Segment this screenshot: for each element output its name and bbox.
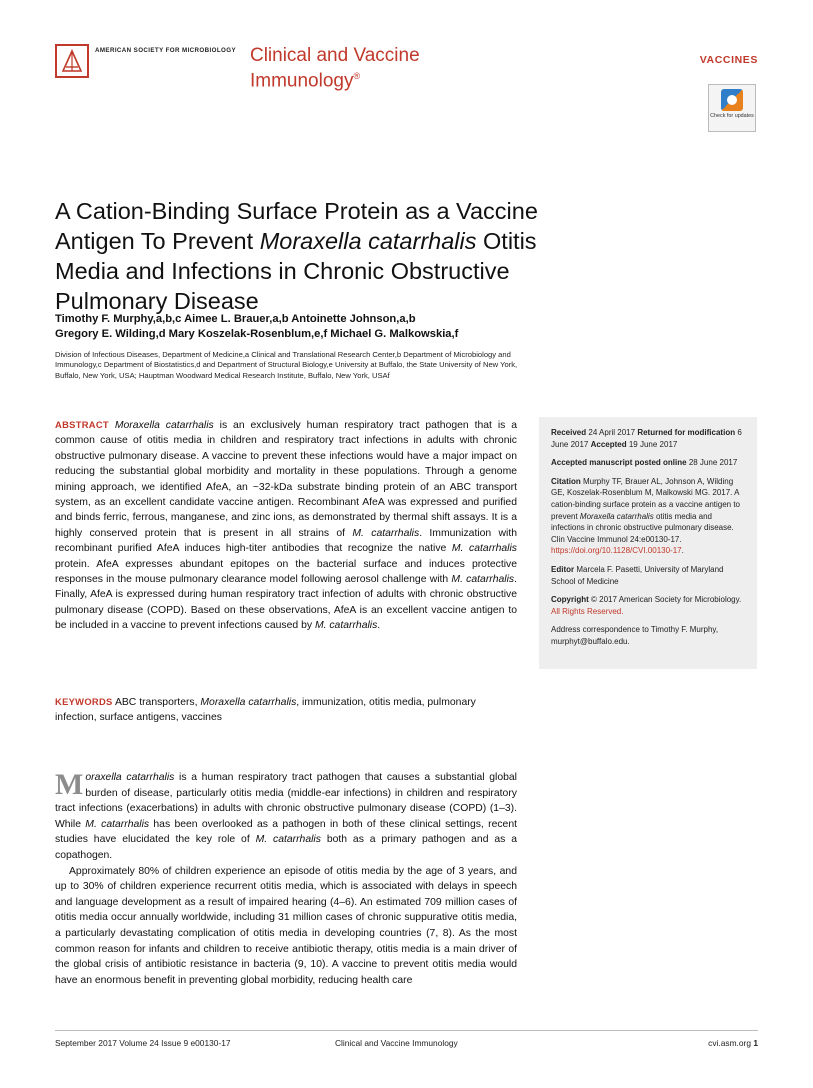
accepted-label: Accepted bbox=[590, 439, 627, 449]
abstract-text bbox=[55, 420, 517, 631]
citation-block bbox=[551, 476, 745, 557]
citation-italic: Moraxella catarrhalis bbox=[579, 511, 654, 521]
journal-title-line1: Clinical and Vaccine bbox=[249, 45, 420, 66]
author-list bbox=[55, 312, 575, 342]
journal-registered-mark: ® bbox=[353, 71, 361, 81]
text-segment-2: M. catarrhalis bbox=[85, 818, 150, 830]
footer-journal-name: Clinical and Vaccine Immunology bbox=[335, 1038, 458, 1048]
text-segment-6: M. catarrhalis bbox=[451, 574, 515, 586]
title-part2: Otitis Media and Infections in Chronic Obstructive Pulmonary Disease bbox=[55, 227, 537, 314]
body-paragraph-1 bbox=[55, 770, 517, 864]
citation-doi-link[interactable]: https://doi.org/10.1128/CVI.00130-17 bbox=[551, 546, 682, 556]
text-segment-5: protein. AfeA expresses abundant epitopes on the bacterial surface and induces protective responses in the mouse pulmonary clearance model following aerosol challenge with bbox=[55, 558, 517, 586]
authors-line-1: Timothy F. Murphy,a,b,c Aimee L. Brauer,a,b Antoinette Johnson,a,b bbox=[55, 313, 416, 325]
publisher-logo bbox=[55, 44, 420, 91]
crossmark-badge[interactable] bbox=[708, 84, 756, 132]
article-body bbox=[55, 770, 517, 988]
editor-block bbox=[551, 564, 745, 587]
copyright-label: Copyright bbox=[551, 595, 589, 605]
page-footer bbox=[55, 1030, 758, 1052]
rights-link[interactable]: All Rights Reserved. bbox=[551, 606, 624, 616]
correspondence-block: Address correspondence to Timothy F. Murphy, murphyt@buffalo.edu. bbox=[551, 625, 719, 646]
footer-website[interactable]: cvi.asm.org bbox=[708, 1038, 751, 1048]
crossmark-label: Check for updates bbox=[710, 113, 754, 119]
page-title bbox=[55, 196, 575, 316]
crossmark-icon bbox=[721, 89, 743, 111]
asm-logo-icon bbox=[55, 44, 89, 78]
keywords-before: ABC transporters, bbox=[112, 697, 201, 708]
footer-issue-info: September 2017 Volume 24 Issue 9 e00130-17 bbox=[55, 1038, 231, 1048]
abstract-label: ABSTRACT bbox=[55, 419, 109, 430]
keywords-italic: Moraxella catarrhalis bbox=[200, 697, 297, 708]
keywords-section bbox=[55, 694, 517, 726]
posted-label: Accepted manuscript posted online bbox=[551, 458, 687, 468]
footer-page-number: 1 bbox=[753, 1038, 758, 1048]
text-segment-0: oraxella catarrhalis bbox=[85, 772, 175, 783]
citation-label: Citation bbox=[551, 476, 581, 486]
keywords-label: KEYWORDS bbox=[55, 696, 113, 707]
editor-value: Marcela F. Pasetti, University of Maryland School of Medicine bbox=[551, 564, 724, 586]
posted-value: 28 June 2017 bbox=[688, 458, 738, 468]
text-segment-0: Moraxella catarrhalis bbox=[114, 420, 214, 431]
posted-online-block bbox=[551, 457, 745, 469]
text-segment-3: . Immunization with recombinant purified AfeA induces high-titer antibodies that recognize the native bbox=[55, 527, 517, 555]
page-header bbox=[55, 44, 758, 119]
text-segment-4: M. catarrhalis bbox=[255, 834, 321, 846]
accepted-value: 19 June 2017 bbox=[628, 439, 678, 449]
received-label: Received bbox=[551, 428, 587, 437]
drop-cap: M bbox=[55, 768, 84, 801]
text-segment-1: is a human respiratory tract pathogen that causes a substantial global burden of disease, particularly otitis media (middle-ear infections) in children and respiratory tract infections (exacerbations) in adults with chronic obstructive pulmonary disease (COPD) (1–3). While bbox=[55, 772, 517, 830]
text-segment-3: has been overlooked as a pathogen in both of these clinical settings, recent studies have elucidated the key role of bbox=[55, 818, 517, 846]
text-segment-5: both as a primary pathogen and as a copathogen. bbox=[55, 834, 518, 861]
returned-value: 6 June 2017 bbox=[551, 428, 742, 449]
text-segment-1: is an exclusively human respiratory tract pathogen that is a common cause of otitis media in children and respiratory tract infections in adults with chronic obstructive pulmonary disease. A vaccine to prevent these infections would have a major impact on reducing the substantial global morbidity and mortality in these populations. Through a genome mining approach, we identified AfeA, an ~32-kDa substrate binding protein of an ABC transport system, as an excellent candidate vaccine antigen. Recombinant AfeA was expressed and purified and binds ferric, ferrous, manganese, and zinc ions, as demonstrated by thermal shift assays. It is a highly conserved protein that is present in all strains of bbox=[55, 420, 517, 539]
journal-title bbox=[250, 44, 420, 91]
section-tag: VACCINES bbox=[699, 54, 758, 66]
affiliations: Division of Infectious Diseases, Department of Medicine,a Clinical and Translational Research Center,b Department of Microbiology and Immunology,c Department of Biostatistics,d and Department of Structural Biology,e University at Buffalo, the State University of New York, Buffalo, New York, USA; Hauptman Woodward Medical Research Institute, Buffalo, New York, USAf bbox=[55, 350, 518, 380]
abstract-section bbox=[55, 417, 517, 634]
authors-line-2: Gregory E. Wilding,d Mary Koszelak-Rosenblum,e,f Michael G. Malkowskia,f bbox=[55, 328, 459, 340]
title-part1: A Cation-Binding Surface Protein as a Vaccine Antigen To Prevent bbox=[55, 197, 538, 254]
received-value: 24 April 2017 bbox=[588, 428, 636, 437]
editor-label: Editor bbox=[551, 564, 575, 574]
keywords-after: , immunization, otitis media, pulmonary infection, surface antigens, vaccines bbox=[55, 697, 476, 724]
body-paragraph-1-text bbox=[55, 768, 518, 861]
citation-post: otitis media and infections in chronic obstructive pulmonary disease. Clin Vaccine Immunol 24:e00130-17. bbox=[551, 511, 734, 544]
article-metadata-sidebar bbox=[539, 417, 757, 669]
citation-pre: Murphy TF, Brauer AL, Johnson A, Wilding GE, Koszelak-Rosenblum M, Malkowski MG. 2017. A cation-binding surface protein as a vaccine antigen to prevent bbox=[551, 476, 741, 521]
text-segment-8: M. catarrhalis bbox=[314, 620, 378, 632]
copyright-value: © 2017 American Society for Microbiology. bbox=[588, 595, 742, 605]
body-paragraph-2: Approximately 80% of children experience an episode of otitis media by the age of 3 years, and up to 30% of children experience recurrent otitis media, which is associated with delays in speech and language development as a result of impaired hearing (4–6). An estimated 709 million cases of otitis media occur annually worldwide, including 31 million cases of chronic suppurative otitis media, a particularly devastating complication of otitis media in developing countries (7, 8). As the most common reason for infants and children to receive antibiotic therapy, otitis media is a main driver of the global crisis of antibiotic resistance in bacteria (9, 10). A vaccine to prevent otitis media would have an enormous benefit in preventing global morbidity, reducing health care bbox=[55, 865, 517, 986]
copyright-block bbox=[551, 594, 745, 617]
text-segment-4: M. catarrhalis bbox=[451, 543, 517, 555]
society-name: AMERICAN SOCIETY FOR MICROBIOLOGY bbox=[95, 47, 236, 54]
text-segment-7: . Finally, AfeA is expressed during human respiratory tract infection of adults with chronic obstructive pulmonary disease (COPD). Based on these observations, AfeA is an excellent vaccine antigen to be included in a vaccine to prevent infections caused by bbox=[55, 574, 518, 632]
text-segment-2: M. catarrhalis bbox=[352, 527, 420, 539]
citation-end: . bbox=[681, 546, 684, 556]
dates-block bbox=[551, 427, 745, 450]
text-segment-9: . bbox=[377, 620, 381, 632]
journal-title-line2: Immunology bbox=[249, 70, 354, 92]
returned-label: Returned for modification bbox=[637, 428, 736, 437]
footer-site-page bbox=[708, 1038, 758, 1048]
title-italic1: Moraxella catarrhalis bbox=[259, 227, 477, 254]
